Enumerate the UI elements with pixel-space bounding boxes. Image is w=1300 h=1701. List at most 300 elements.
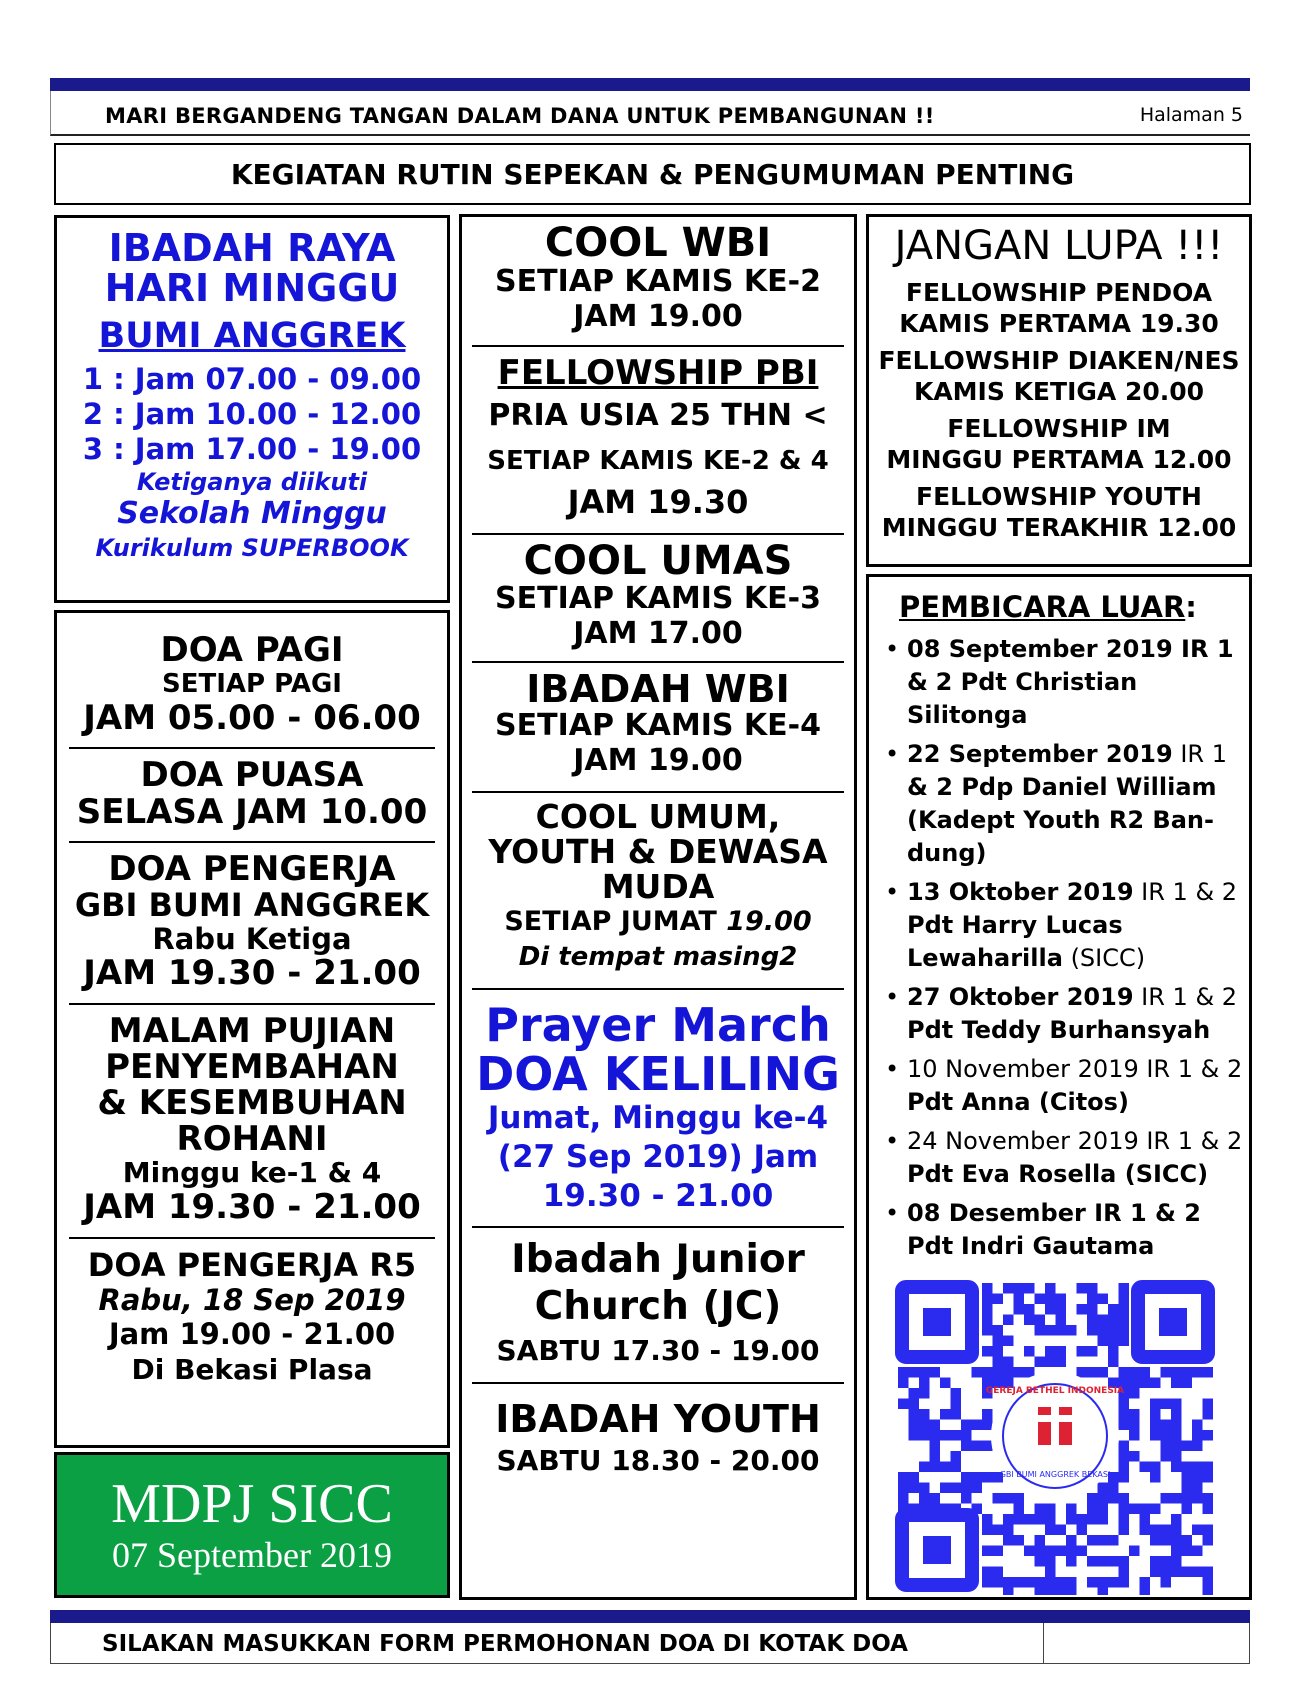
qr-module bbox=[1171, 1451, 1182, 1462]
qr-module bbox=[1035, 1556, 1046, 1567]
junior-church-time: SABTU 17.30 - 19.00 bbox=[496, 1334, 820, 1367]
qr-module bbox=[1192, 1420, 1203, 1431]
qr-module bbox=[1014, 1493, 1025, 1504]
qr-module bbox=[1003, 1493, 1014, 1504]
qr-module bbox=[1182, 1462, 1193, 1473]
qr-module bbox=[972, 1472, 983, 1483]
qr-module bbox=[1150, 1556, 1161, 1567]
qr-module bbox=[1087, 1493, 1098, 1504]
qr-module bbox=[1171, 1556, 1182, 1567]
doa-r5-block bbox=[57, 1239, 447, 1387]
list-item: • 27 Oktober 2019 IR 1 & 2 Pdt Teddy Burhansyah bbox=[881, 981, 1243, 1047]
qr-module bbox=[1119, 1420, 1130, 1431]
ibadah-wbi-title: IBADAH WBI bbox=[526, 667, 790, 711]
qr-module bbox=[1108, 1535, 1119, 1546]
qr-module bbox=[982, 1367, 993, 1378]
qr-module bbox=[1119, 1367, 1130, 1378]
qr-module bbox=[1035, 1315, 1046, 1326]
qr-module bbox=[1014, 1514, 1025, 1525]
page-number: Halaman 5 bbox=[1139, 104, 1243, 126]
qr-module bbox=[1098, 1325, 1109, 1336]
qr-module bbox=[993, 1336, 1004, 1347]
junior-church-title: Ibadah Junior bbox=[511, 1237, 805, 1282]
qr-module bbox=[1045, 1504, 1056, 1515]
qr-module bbox=[993, 1546, 1004, 1557]
fellowship-pbi-title: FELLOWSHIP PBI bbox=[497, 353, 819, 393]
qr-module bbox=[1161, 1577, 1172, 1588]
qr-module bbox=[1161, 1535, 1172, 1546]
qr-module bbox=[1108, 1325, 1119, 1336]
qr-module bbox=[1119, 1325, 1130, 1336]
qr-module bbox=[930, 1462, 941, 1473]
qr-module bbox=[1108, 1577, 1119, 1588]
middle-column-box bbox=[459, 214, 857, 1600]
qr-code[interactable] bbox=[890, 1277, 1220, 1595]
footer-text: SILAKAN MASUKKAN FORM PERMOHONAN DOA DI KOTAK DOA bbox=[102, 1631, 908, 1657]
qr-module bbox=[1108, 1556, 1119, 1567]
qr-module bbox=[1098, 1367, 1109, 1378]
qr-module bbox=[1129, 1504, 1140, 1515]
malam-pujian-line-1: MALAM PUJIAN bbox=[108, 1011, 396, 1051]
fellowship-item-time: KAMIS PERTAMA 19.30 bbox=[899, 309, 1219, 338]
qr-module bbox=[1024, 1304, 1035, 1315]
qr-module bbox=[1098, 1483, 1109, 1494]
qr-module bbox=[1045, 1525, 1056, 1536]
qr-module bbox=[1077, 1546, 1088, 1557]
qr-module bbox=[1066, 1325, 1077, 1336]
qr-module bbox=[1150, 1378, 1161, 1389]
qr-module bbox=[1171, 1546, 1182, 1557]
qr-module bbox=[1129, 1451, 1140, 1462]
qr-module bbox=[1129, 1409, 1140, 1420]
qr-module bbox=[1003, 1367, 1014, 1378]
qr-module bbox=[1056, 1294, 1067, 1305]
qr-module bbox=[1119, 1315, 1130, 1326]
qr-module bbox=[1087, 1504, 1098, 1515]
qr-module bbox=[1066, 1535, 1077, 1546]
qr-module bbox=[1045, 1357, 1056, 1368]
qr-module bbox=[1056, 1304, 1067, 1315]
qr-module bbox=[1119, 1304, 1130, 1315]
qr-module bbox=[909, 1367, 920, 1378]
qr-module bbox=[1045, 1588, 1056, 1596]
qr-module bbox=[993, 1577, 1004, 1588]
session-3: 3 : Jam 17.00 - 19.00 bbox=[82, 432, 422, 466]
qr-module bbox=[961, 1472, 972, 1483]
mdpj-date: 07 September 2019 bbox=[112, 1535, 392, 1575]
qr-module bbox=[1140, 1504, 1151, 1515]
mdpj-box bbox=[54, 1452, 450, 1598]
pembicara-luar-title: PEMBICARA LUAR bbox=[899, 590, 1186, 624]
qr-module bbox=[982, 1304, 993, 1315]
qr-module bbox=[1150, 1409, 1161, 1420]
qr-module bbox=[1087, 1514, 1098, 1525]
qr-module bbox=[1077, 1304, 1088, 1315]
list-item: • 10 November 2019 IR 1 & 2 Pdt Anna (Citos) bbox=[881, 1053, 1243, 1119]
qr-module bbox=[1108, 1357, 1119, 1368]
fellowship-item: FELLOWSHIP PENDOA bbox=[905, 278, 1213, 307]
qr-module bbox=[1098, 1336, 1109, 1347]
header-top-bar bbox=[50, 78, 1250, 91]
qr-module bbox=[1140, 1462, 1151, 1473]
fellowship-pbi-block bbox=[472, 347, 844, 521]
qr-module bbox=[1182, 1493, 1193, 1504]
qr-module bbox=[1066, 1546, 1077, 1557]
qr-module bbox=[1035, 1514, 1046, 1525]
qr-module bbox=[1035, 1294, 1046, 1305]
qr-module bbox=[1066, 1588, 1077, 1596]
qr-module bbox=[982, 1472, 993, 1483]
qr-module bbox=[1014, 1367, 1025, 1378]
qr-module bbox=[951, 1399, 962, 1410]
qr-module bbox=[898, 1472, 909, 1483]
qr-module bbox=[1024, 1283, 1035, 1294]
doa-r5-time: Jam 19.00 - 21.00 bbox=[108, 1317, 396, 1351]
qr-module bbox=[1024, 1367, 1035, 1378]
qr-module bbox=[951, 1430, 962, 1441]
junior-church-title-2: Church (JC) bbox=[534, 1284, 782, 1329]
qr-module bbox=[1024, 1577, 1035, 1588]
logo-text-top: GEREJA BETHEL INDONESIA bbox=[985, 1386, 1125, 1396]
qr-module bbox=[898, 1367, 909, 1378]
qr-module bbox=[1035, 1535, 1046, 1546]
qr-module bbox=[1192, 1525, 1203, 1536]
qr-module bbox=[993, 1325, 1004, 1336]
qr-module bbox=[1098, 1535, 1109, 1546]
qr-module bbox=[1056, 1577, 1067, 1588]
fellowship-item: FELLOWSHIP IM bbox=[947, 414, 1171, 443]
qr-module bbox=[1056, 1588, 1067, 1596]
qr-module bbox=[1003, 1336, 1014, 1347]
speaker-list bbox=[869, 633, 1249, 1263]
qr-module bbox=[1182, 1546, 1193, 1557]
prayer-march-title: Prayer March bbox=[485, 998, 831, 1052]
prayer-march-title-2: DOA KELILING bbox=[476, 1047, 840, 1101]
prayer-march-block bbox=[472, 990, 844, 1216]
qr-module bbox=[909, 1430, 920, 1441]
qr-module bbox=[909, 1409, 920, 1420]
cool-umum-line-1: COOL UMUM, bbox=[535, 797, 781, 836]
qr-module bbox=[1119, 1441, 1130, 1452]
qr-module bbox=[1150, 1420, 1161, 1431]
qr-module bbox=[982, 1546, 993, 1557]
qr-module bbox=[972, 1441, 983, 1452]
qr-module bbox=[1024, 1546, 1035, 1557]
qr-module bbox=[982, 1294, 993, 1305]
qr-module bbox=[1087, 1304, 1098, 1315]
qr-module bbox=[951, 1388, 962, 1399]
cool-umas-title: COOL UMAS bbox=[523, 538, 793, 584]
qr-module bbox=[993, 1294, 1004, 1305]
qr-module bbox=[993, 1567, 1004, 1578]
qr-module bbox=[1087, 1346, 1098, 1357]
qr-module bbox=[1098, 1514, 1109, 1525]
qr-module bbox=[951, 1462, 962, 1473]
qr-module bbox=[1003, 1525, 1014, 1536]
qr-module bbox=[961, 1430, 972, 1441]
qr-module bbox=[1150, 1399, 1161, 1410]
qr-module bbox=[1182, 1367, 1193, 1378]
qr-module bbox=[919, 1430, 930, 1441]
qr-module bbox=[1035, 1504, 1046, 1515]
qr-module bbox=[982, 1315, 993, 1326]
malam-pujian-line-3: & KESEMBUHAN bbox=[97, 1083, 407, 1123]
qr-module bbox=[1056, 1325, 1067, 1336]
qr-module bbox=[1182, 1535, 1193, 1546]
qr-module bbox=[1182, 1504, 1193, 1515]
qr-module bbox=[1066, 1556, 1077, 1567]
qr-module bbox=[1003, 1283, 1014, 1294]
qr-module bbox=[1203, 1493, 1214, 1504]
qr-module bbox=[1171, 1420, 1182, 1431]
qr-module bbox=[1171, 1567, 1182, 1578]
qr-module bbox=[1119, 1409, 1130, 1420]
cool-wbi-title: COOL WBI bbox=[544, 220, 772, 266]
malam-pujian-day: Minggu ke-1 & 4 bbox=[122, 1156, 382, 1189]
qr-module bbox=[1140, 1367, 1151, 1378]
qr-module bbox=[919, 1420, 930, 1431]
cool-umas-block bbox=[472, 535, 844, 651]
qr-module bbox=[1161, 1556, 1172, 1567]
qr-module bbox=[1182, 1472, 1193, 1483]
qr-module bbox=[1192, 1472, 1203, 1483]
qr-module bbox=[898, 1493, 909, 1504]
qr-module bbox=[993, 1367, 1004, 1378]
qr-module bbox=[1171, 1441, 1182, 1452]
doa-puasa-block bbox=[57, 749, 447, 831]
doa-pengerja-title: DOA PENGERJA bbox=[108, 849, 396, 889]
pembicara-luar-colon: : bbox=[1185, 590, 1197, 624]
malam-pujian-line-2: PENYEMBAHAN bbox=[105, 1047, 399, 1087]
qr-module bbox=[1203, 1504, 1214, 1515]
fellowship-item-time: KAMIS KETIGA 20.00 bbox=[913, 377, 1205, 406]
fellowship-item: FELLOWSHIP DIAKEN/NES bbox=[878, 346, 1240, 375]
qr-module bbox=[1140, 1525, 1151, 1536]
qr-module bbox=[930, 1367, 941, 1378]
qr-module bbox=[1014, 1294, 1025, 1305]
qr-module bbox=[1056, 1346, 1067, 1357]
footer-divider bbox=[1043, 1623, 1044, 1664]
ibadah-youth-title: IBADAH YOUTH bbox=[495, 1397, 821, 1441]
qr-module bbox=[1161, 1451, 1172, 1462]
qr-module bbox=[1129, 1388, 1140, 1399]
qr-module bbox=[1150, 1504, 1161, 1515]
ibadah-raya-note: Ketiganya diikuti bbox=[136, 468, 368, 496]
list-item: • 08 Desember IR 1 & 2 Pdt Indri Gautama bbox=[881, 1197, 1243, 1263]
qr-module bbox=[930, 1451, 941, 1462]
qr-module bbox=[1035, 1577, 1046, 1588]
qr-module bbox=[1171, 1399, 1182, 1410]
qr-module bbox=[1014, 1577, 1025, 1588]
doa-puasa-time: SELASA JAM 10.00 bbox=[76, 792, 428, 832]
qr-module bbox=[1024, 1514, 1035, 1525]
qr-module bbox=[1066, 1504, 1077, 1515]
qr-module bbox=[1003, 1514, 1014, 1525]
qr-module bbox=[1045, 1294, 1056, 1305]
prayer-march-day: Jumat, Minggu ke-4 bbox=[487, 1100, 829, 1136]
qr-module bbox=[1003, 1357, 1014, 1368]
doa-r5-place: Di Bekasi Plasa bbox=[131, 1353, 373, 1386]
qr-module bbox=[1108, 1315, 1119, 1326]
qr-module bbox=[1140, 1378, 1151, 1389]
junior-church-block bbox=[472, 1228, 844, 1372]
qr-module bbox=[1150, 1472, 1161, 1483]
qr-module bbox=[1003, 1315, 1014, 1326]
qr-module bbox=[1066, 1514, 1077, 1525]
qr-module bbox=[972, 1367, 983, 1378]
qr-module bbox=[1098, 1577, 1109, 1588]
qr-module bbox=[1119, 1451, 1130, 1462]
jangan-lupa-box bbox=[866, 214, 1252, 567]
qr-module bbox=[1108, 1304, 1119, 1315]
doa-pengerja-day: Rabu Ketiga bbox=[152, 922, 352, 956]
ibadah-youth-block bbox=[472, 1384, 844, 1480]
doa-puasa-title: DOA PUASA bbox=[140, 755, 364, 795]
qr-module bbox=[1192, 1546, 1203, 1557]
qr-module bbox=[1150, 1462, 1161, 1473]
ibadah-raya-box bbox=[54, 215, 450, 603]
qr-module bbox=[1045, 1304, 1056, 1315]
qr-module bbox=[1119, 1577, 1130, 1588]
cool-umum-line-3: MUDA bbox=[601, 867, 715, 906]
qr-module bbox=[1161, 1430, 1172, 1441]
qr-module bbox=[1203, 1409, 1214, 1420]
qr-module bbox=[1140, 1514, 1151, 1525]
qr-module bbox=[982, 1346, 993, 1357]
cool-umas-day: SETIAP KAMIS KE-3 bbox=[495, 581, 821, 616]
qr-module bbox=[1077, 1346, 1088, 1357]
qr-module bbox=[1161, 1493, 1172, 1504]
qr-module bbox=[919, 1483, 930, 1494]
qr-module bbox=[982, 1525, 993, 1536]
qr-module bbox=[1171, 1514, 1182, 1525]
qr-module bbox=[1035, 1546, 1046, 1557]
qr-module bbox=[919, 1462, 930, 1473]
qr-module bbox=[1171, 1525, 1182, 1536]
cool-umum-time: 19.00 bbox=[726, 906, 812, 937]
qr-module bbox=[993, 1357, 1004, 1368]
qr-module bbox=[1171, 1493, 1182, 1504]
qr-module bbox=[1192, 1441, 1203, 1452]
qr-module bbox=[1003, 1588, 1014, 1596]
ibadah-raya-title: IBADAH RAYA bbox=[108, 226, 396, 270]
ibadah-youth-time: SABTU 18.30 - 20.00 bbox=[496, 1444, 820, 1477]
session-2: 2 : Jam 10.00 - 12.00 bbox=[82, 397, 422, 431]
qr-module bbox=[1161, 1567, 1172, 1578]
qr-module bbox=[1087, 1367, 1098, 1378]
qr-module bbox=[930, 1430, 941, 1441]
qr-module bbox=[1045, 1346, 1056, 1357]
footer-bar bbox=[50, 1610, 1250, 1623]
qr-module bbox=[1161, 1367, 1172, 1378]
qr-module bbox=[982, 1283, 993, 1294]
qr-module bbox=[1203, 1399, 1214, 1410]
qr-module bbox=[1077, 1283, 1088, 1294]
cool-umum-line-2: YOUTH & DEWASA bbox=[488, 832, 828, 871]
qr-module bbox=[993, 1493, 1004, 1504]
qr-module bbox=[972, 1420, 983, 1431]
qr-module bbox=[982, 1409, 993, 1420]
section-title: KEGIATAN RUTIN SEPEKAN & PENGUMUMAN PENTING bbox=[54, 143, 1251, 205]
list-item: • 24 November 2019 IR 1 & 2 Pdt Eva Rosella (SICC) bbox=[881, 1125, 1243, 1191]
malam-pujian-block bbox=[57, 1005, 447, 1225]
fellowship-item-time: MINGGU PERTAMA 12.00 bbox=[886, 445, 1232, 474]
jangan-lupa-title: JANGAN LUPA !!! bbox=[894, 223, 1224, 269]
qr-module bbox=[1129, 1546, 1140, 1557]
ibadah-raya-location: BUMI ANGGREK bbox=[98, 316, 406, 356]
cool-umum-block bbox=[472, 793, 844, 974]
qr-module bbox=[1203, 1525, 1214, 1536]
qr-module bbox=[1087, 1315, 1098, 1326]
qr-module bbox=[1014, 1504, 1025, 1515]
qr-module bbox=[1087, 1294, 1098, 1305]
doa-pengerja-time: JAM 19.30 - 21.00 bbox=[83, 953, 421, 993]
qr-module bbox=[972, 1483, 983, 1494]
qr-module bbox=[1045, 1577, 1056, 1588]
qr-module bbox=[1161, 1420, 1172, 1431]
qr-module bbox=[1171, 1462, 1182, 1473]
qr-module bbox=[1066, 1577, 1077, 1588]
qr-module bbox=[1119, 1283, 1130, 1294]
qr-module bbox=[1192, 1567, 1203, 1578]
qr-module bbox=[1119, 1567, 1130, 1578]
qr-module bbox=[1119, 1556, 1130, 1567]
qr-module bbox=[1119, 1472, 1130, 1483]
qr-module bbox=[1192, 1367, 1203, 1378]
qr-module bbox=[1087, 1577, 1098, 1588]
malam-pujian-line-4: ROHANI bbox=[176, 1119, 328, 1159]
qr-module bbox=[930, 1441, 941, 1452]
qr-module bbox=[1045, 1325, 1056, 1336]
qr-module bbox=[982, 1420, 993, 1431]
qr-module bbox=[1087, 1283, 1098, 1294]
ibadah-wbi-block bbox=[472, 663, 844, 779]
qr-module bbox=[1098, 1493, 1109, 1504]
qr-module bbox=[1098, 1294, 1109, 1305]
ibadah-raya-title-2: HARI MINGGU bbox=[104, 266, 400, 310]
qr-module bbox=[1129, 1367, 1140, 1378]
doa-pagi-sub: SETIAP PAGI bbox=[162, 669, 342, 699]
qr-module bbox=[1182, 1567, 1193, 1578]
doa-r5-date: Rabu, 18 Sep 2019 bbox=[98, 1283, 406, 1317]
qr-module bbox=[1108, 1493, 1119, 1504]
qr-module bbox=[1045, 1567, 1056, 1578]
qr-module bbox=[1056, 1315, 1067, 1326]
qr-module bbox=[940, 1462, 951, 1473]
qr-module bbox=[1045, 1514, 1056, 1525]
qr-module bbox=[940, 1483, 951, 1494]
qr-module bbox=[1182, 1378, 1193, 1389]
ibadah-raya-note-3: Kurikulum SUPERBOOK bbox=[95, 534, 409, 562]
qr-module bbox=[1045, 1283, 1056, 1294]
qr-module bbox=[919, 1388, 930, 1399]
doa-pagi-block bbox=[57, 613, 447, 737]
qr-module bbox=[1203, 1577, 1214, 1588]
list-item: • 22 September 2019 IR 1 & 2 Pdp Daniel William (Kadept Youth R2 Ban-dung) bbox=[881, 738, 1243, 870]
session-1: 1 : Jam 07.00 - 09.00 bbox=[82, 362, 422, 396]
fellowship-pbi-who: PRIA USIA 25 THN < bbox=[488, 398, 828, 433]
qr-module bbox=[919, 1493, 930, 1504]
qr-module bbox=[1129, 1378, 1140, 1389]
qr-module bbox=[1108, 1336, 1119, 1347]
qr-module bbox=[1077, 1367, 1088, 1378]
qr-module bbox=[1119, 1294, 1130, 1305]
qr-module bbox=[1014, 1283, 1025, 1294]
header-slogan: MARI BERGANDENG TANGAN DALAM DANA UNTUK PEMBANGUNAN !! bbox=[105, 104, 935, 128]
qr-module bbox=[898, 1483, 909, 1494]
qr-module bbox=[919, 1367, 930, 1378]
fellowship-item-time: MINGGU TERAKHIR 12.00 bbox=[881, 513, 1237, 542]
